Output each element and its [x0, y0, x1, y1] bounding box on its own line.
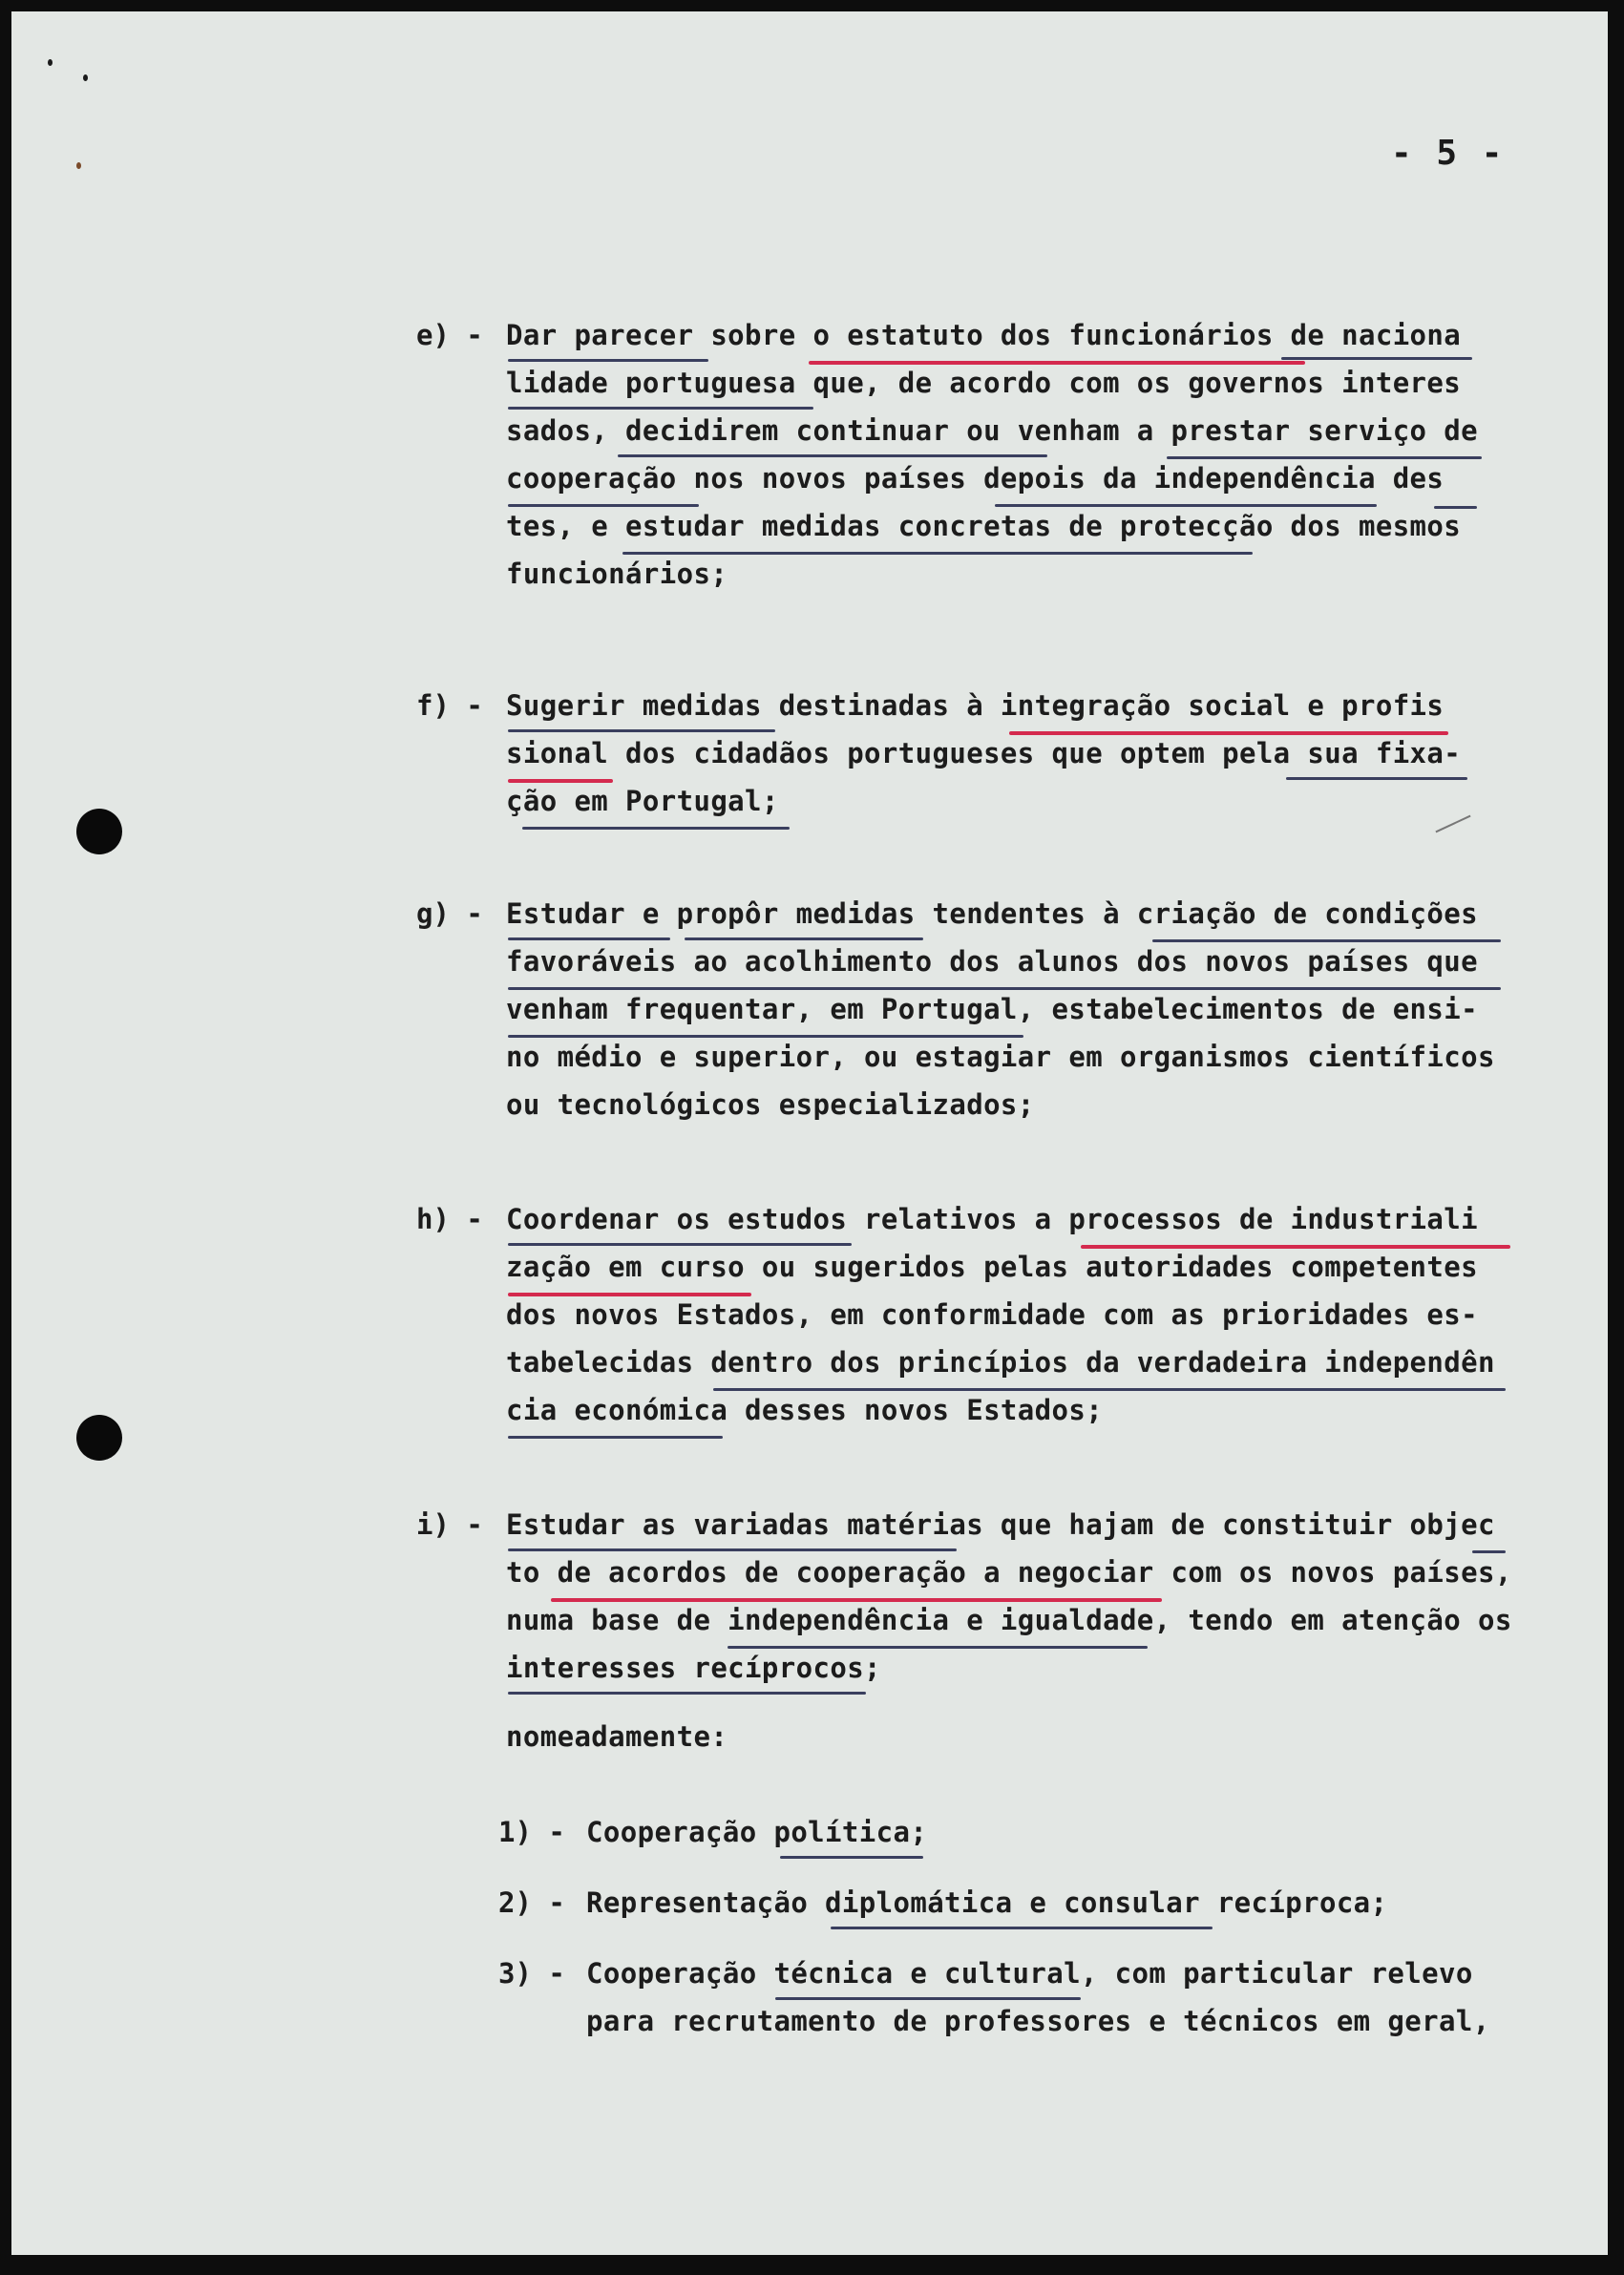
item-line: sados, decidirem continuar ou venham a prestar serviço de — [506, 414, 1478, 447]
punch-hole-bottom — [76, 1415, 122, 1461]
speck — [48, 59, 53, 66]
item-line: numa base de independência e igualdade, tendo em atenção os — [506, 1604, 1512, 1636]
page-number: - 5 - — [1391, 134, 1505, 173]
underline-mark — [1081, 1245, 1510, 1249]
underline-mark — [508, 504, 699, 507]
underline-mark — [508, 1035, 1023, 1038]
underline-mark — [775, 1997, 1081, 2000]
document-page — [11, 11, 1608, 2255]
subitem-line: Cooperação técnica e cultural, com particular relevo — [586, 1957, 1473, 1990]
underline-mark — [1434, 506, 1477, 509]
item-line: cooperação nos novos países depois da independência des — [506, 462, 1445, 495]
item-marker: h) - — [416, 1203, 483, 1235]
underline-mark — [508, 1243, 852, 1246]
underline-mark — [1286, 777, 1467, 780]
underline-mark — [1152, 939, 1501, 942]
speck — [76, 162, 81, 169]
underline-mark — [1472, 1550, 1506, 1553]
item-line: sional dos cidadãos portugueses que optem pela sua fixa- — [506, 737, 1462, 769]
underline-mark — [1281, 357, 1472, 360]
item-line: no médio e superior, ou estagiar em organismos científicos — [506, 1041, 1495, 1073]
underline-mark — [508, 779, 613, 783]
underline-mark — [522, 827, 790, 830]
underline-mark — [622, 552, 1253, 555]
item-line: Sugerir medidas destinadas à integração social e profis — [506, 689, 1445, 722]
item-line: ção em Portugal; — [506, 785, 779, 817]
underline-mark — [995, 504, 1377, 507]
item-line: zação em curso ou sugeridos pelas autoridades competentes — [506, 1251, 1478, 1283]
item-line: favoráveis ao acolhimento dos alunos dos novos países que — [506, 945, 1478, 978]
item-marker: g) - — [416, 897, 483, 930]
underline-mark — [508, 359, 708, 362]
item-line: interesses recíprocos; — [506, 1652, 881, 1684]
item-line: Estudar as variadas matérias que hajam de constituir objec — [506, 1508, 1495, 1541]
underline-mark — [551, 1598, 1162, 1602]
underline-mark — [508, 1548, 957, 1551]
item-line: ou tecnológicos especializados; — [506, 1088, 1035, 1121]
item-line: cia económica desses novos Estados; — [506, 1394, 1104, 1426]
underline-mark — [1167, 456, 1482, 459]
underline-mark — [618, 454, 1047, 457]
item-intro: nomeadamente: — [506, 1720, 728, 1753]
subitem-marker: 1) - — [498, 1816, 565, 1848]
underline-mark — [508, 1692, 866, 1695]
underline-mark — [508, 1293, 751, 1296]
item-line: Dar parecer sobre o estatuto dos funcionários de naciona — [506, 319, 1462, 351]
item-line: dos novos Estados, em conformidade com as prioridades es- — [506, 1298, 1478, 1331]
item-marker: e) - — [416, 319, 483, 351]
underline-mark — [713, 1388, 1506, 1391]
subitem-marker: 3) - — [498, 1957, 565, 1990]
underline-mark — [508, 987, 1501, 990]
underline-mark — [780, 1856, 923, 1859]
stray-pen-mark — [1435, 815, 1470, 833]
underline-mark — [508, 937, 670, 940]
underline-mark — [508, 407, 813, 410]
subitem-line: para recrutamento de professores e técnicos em geral, — [586, 2005, 1490, 2037]
subitem-marker: 2) - — [498, 1886, 565, 1919]
item-line: funcionários; — [506, 558, 728, 590]
item-line: lidade portuguesa que, de acordo com os governos interes — [506, 367, 1462, 399]
item-line: tes, e estudar medidas concretas de protecção dos mesmos — [506, 510, 1462, 542]
item-marker: f) - — [416, 689, 483, 722]
underline-mark — [728, 1646, 1148, 1649]
subitem-line: Representação diplomática e consular recíproca; — [586, 1886, 1388, 1919]
underline-mark — [1009, 731, 1448, 735]
item-line: Coordenar os estudos relativos a processos de industriali — [506, 1203, 1478, 1235]
underline-mark — [508, 1436, 723, 1439]
item-marker: i) - — [416, 1508, 483, 1541]
underline-mark — [831, 1927, 1213, 1929]
punch-hole-top — [76, 809, 122, 854]
item-line: to de acordos de cooperação a negociar com os novos países, — [506, 1556, 1512, 1589]
speck — [83, 74, 88, 81]
underline-mark — [508, 729, 775, 732]
item-line: tabelecidas dentro dos princípios da verdadeira independên — [506, 1346, 1495, 1379]
underline-mark — [809, 361, 1305, 365]
item-line: Estudar e propôr medidas tendentes à criação de condições — [506, 897, 1478, 930]
underline-mark — [685, 937, 923, 940]
item-line: venham frequentar, em Portugal, estabelecimentos de ensi- — [506, 993, 1478, 1025]
subitem-line: Cooperação política; — [586, 1816, 928, 1848]
